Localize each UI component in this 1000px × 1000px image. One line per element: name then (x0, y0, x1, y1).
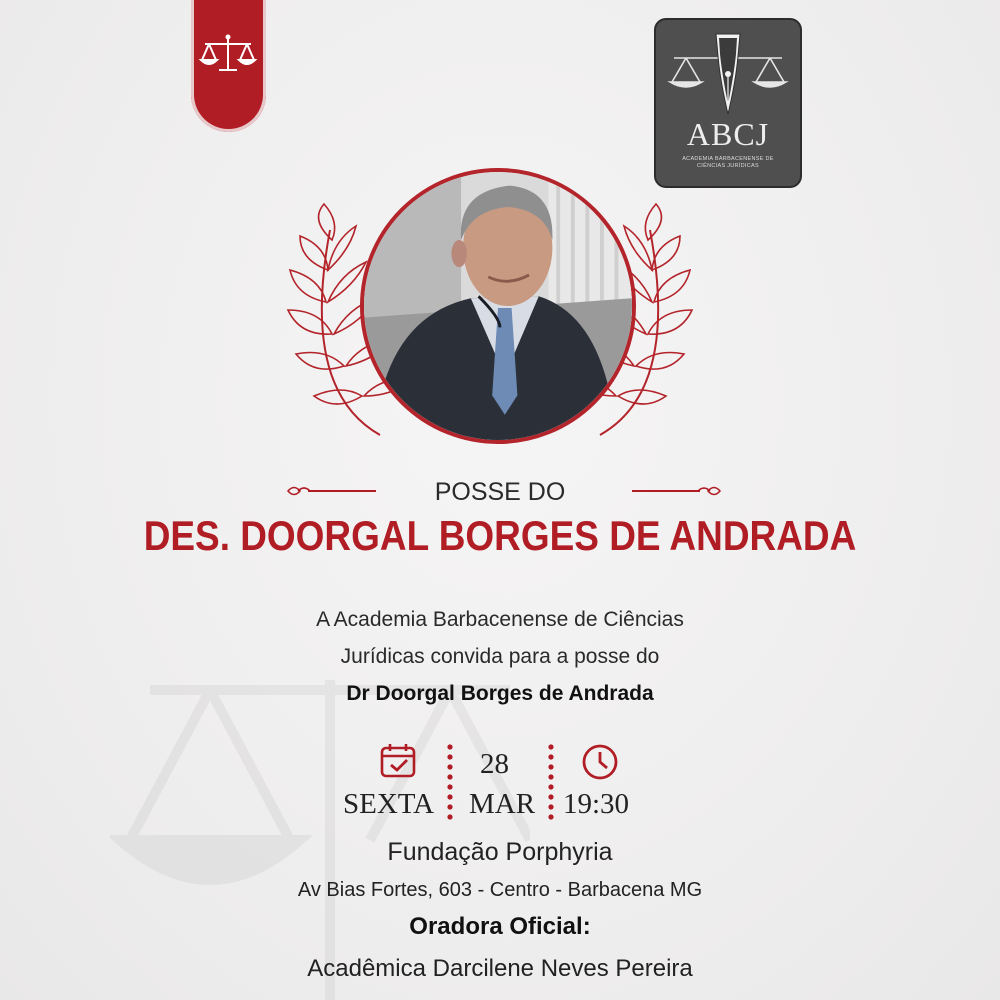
dotted-separator (548, 742, 554, 822)
speaker-label: Oradora Oficial: (409, 913, 591, 940)
logo-wordmark: ABCJ (686, 116, 770, 152)
event-subtitle: POSSE DO (434, 478, 566, 506)
event-title: DES. DOORGAL BORGES DE ANDRADA (143, 512, 857, 559)
dotted-separator (447, 742, 453, 822)
top-ribbon (191, 0, 266, 132)
flourish-right-icon (632, 484, 722, 498)
intro-line-2: Jurídicas convida para a posse do (340, 645, 660, 668)
event-address: Av Bias Fortes, 603 - Centro - Barbacena MG (297, 879, 703, 901)
intro-line-3 (0, 675, 1000, 712)
event-month: MAR (469, 788, 536, 820)
subtitle-row (0, 478, 1000, 510)
event-date-number: 28 (480, 748, 509, 780)
clock-icon (580, 742, 620, 782)
honoree-name: Dr Doorgal Borges de Andrada (346, 682, 654, 705)
event-weekday: SEXTA (343, 788, 435, 820)
event-time: 19:30 (563, 788, 630, 820)
calendar-check-icon (379, 741, 419, 781)
date-time-block (0, 740, 1000, 830)
pen-and-scales-icon (656, 20, 800, 130)
honoree-portrait (360, 168, 636, 444)
logo-subtitle: ACADEMIA BARBACENENSE DE CIÊNCIAS JURÍDICAS (682, 156, 774, 169)
speaker-name: Acadêmica Darcilene Neves Pereira (307, 955, 693, 982)
intro-line-1: A Academia Barbacenense de Ciências (316, 608, 684, 631)
abcj-logo (654, 18, 802, 188)
scales-of-justice-icon (191, 30, 266, 80)
invitation-text (0, 601, 1000, 712)
event-venue: Fundação Porphyria (387, 838, 613, 866)
